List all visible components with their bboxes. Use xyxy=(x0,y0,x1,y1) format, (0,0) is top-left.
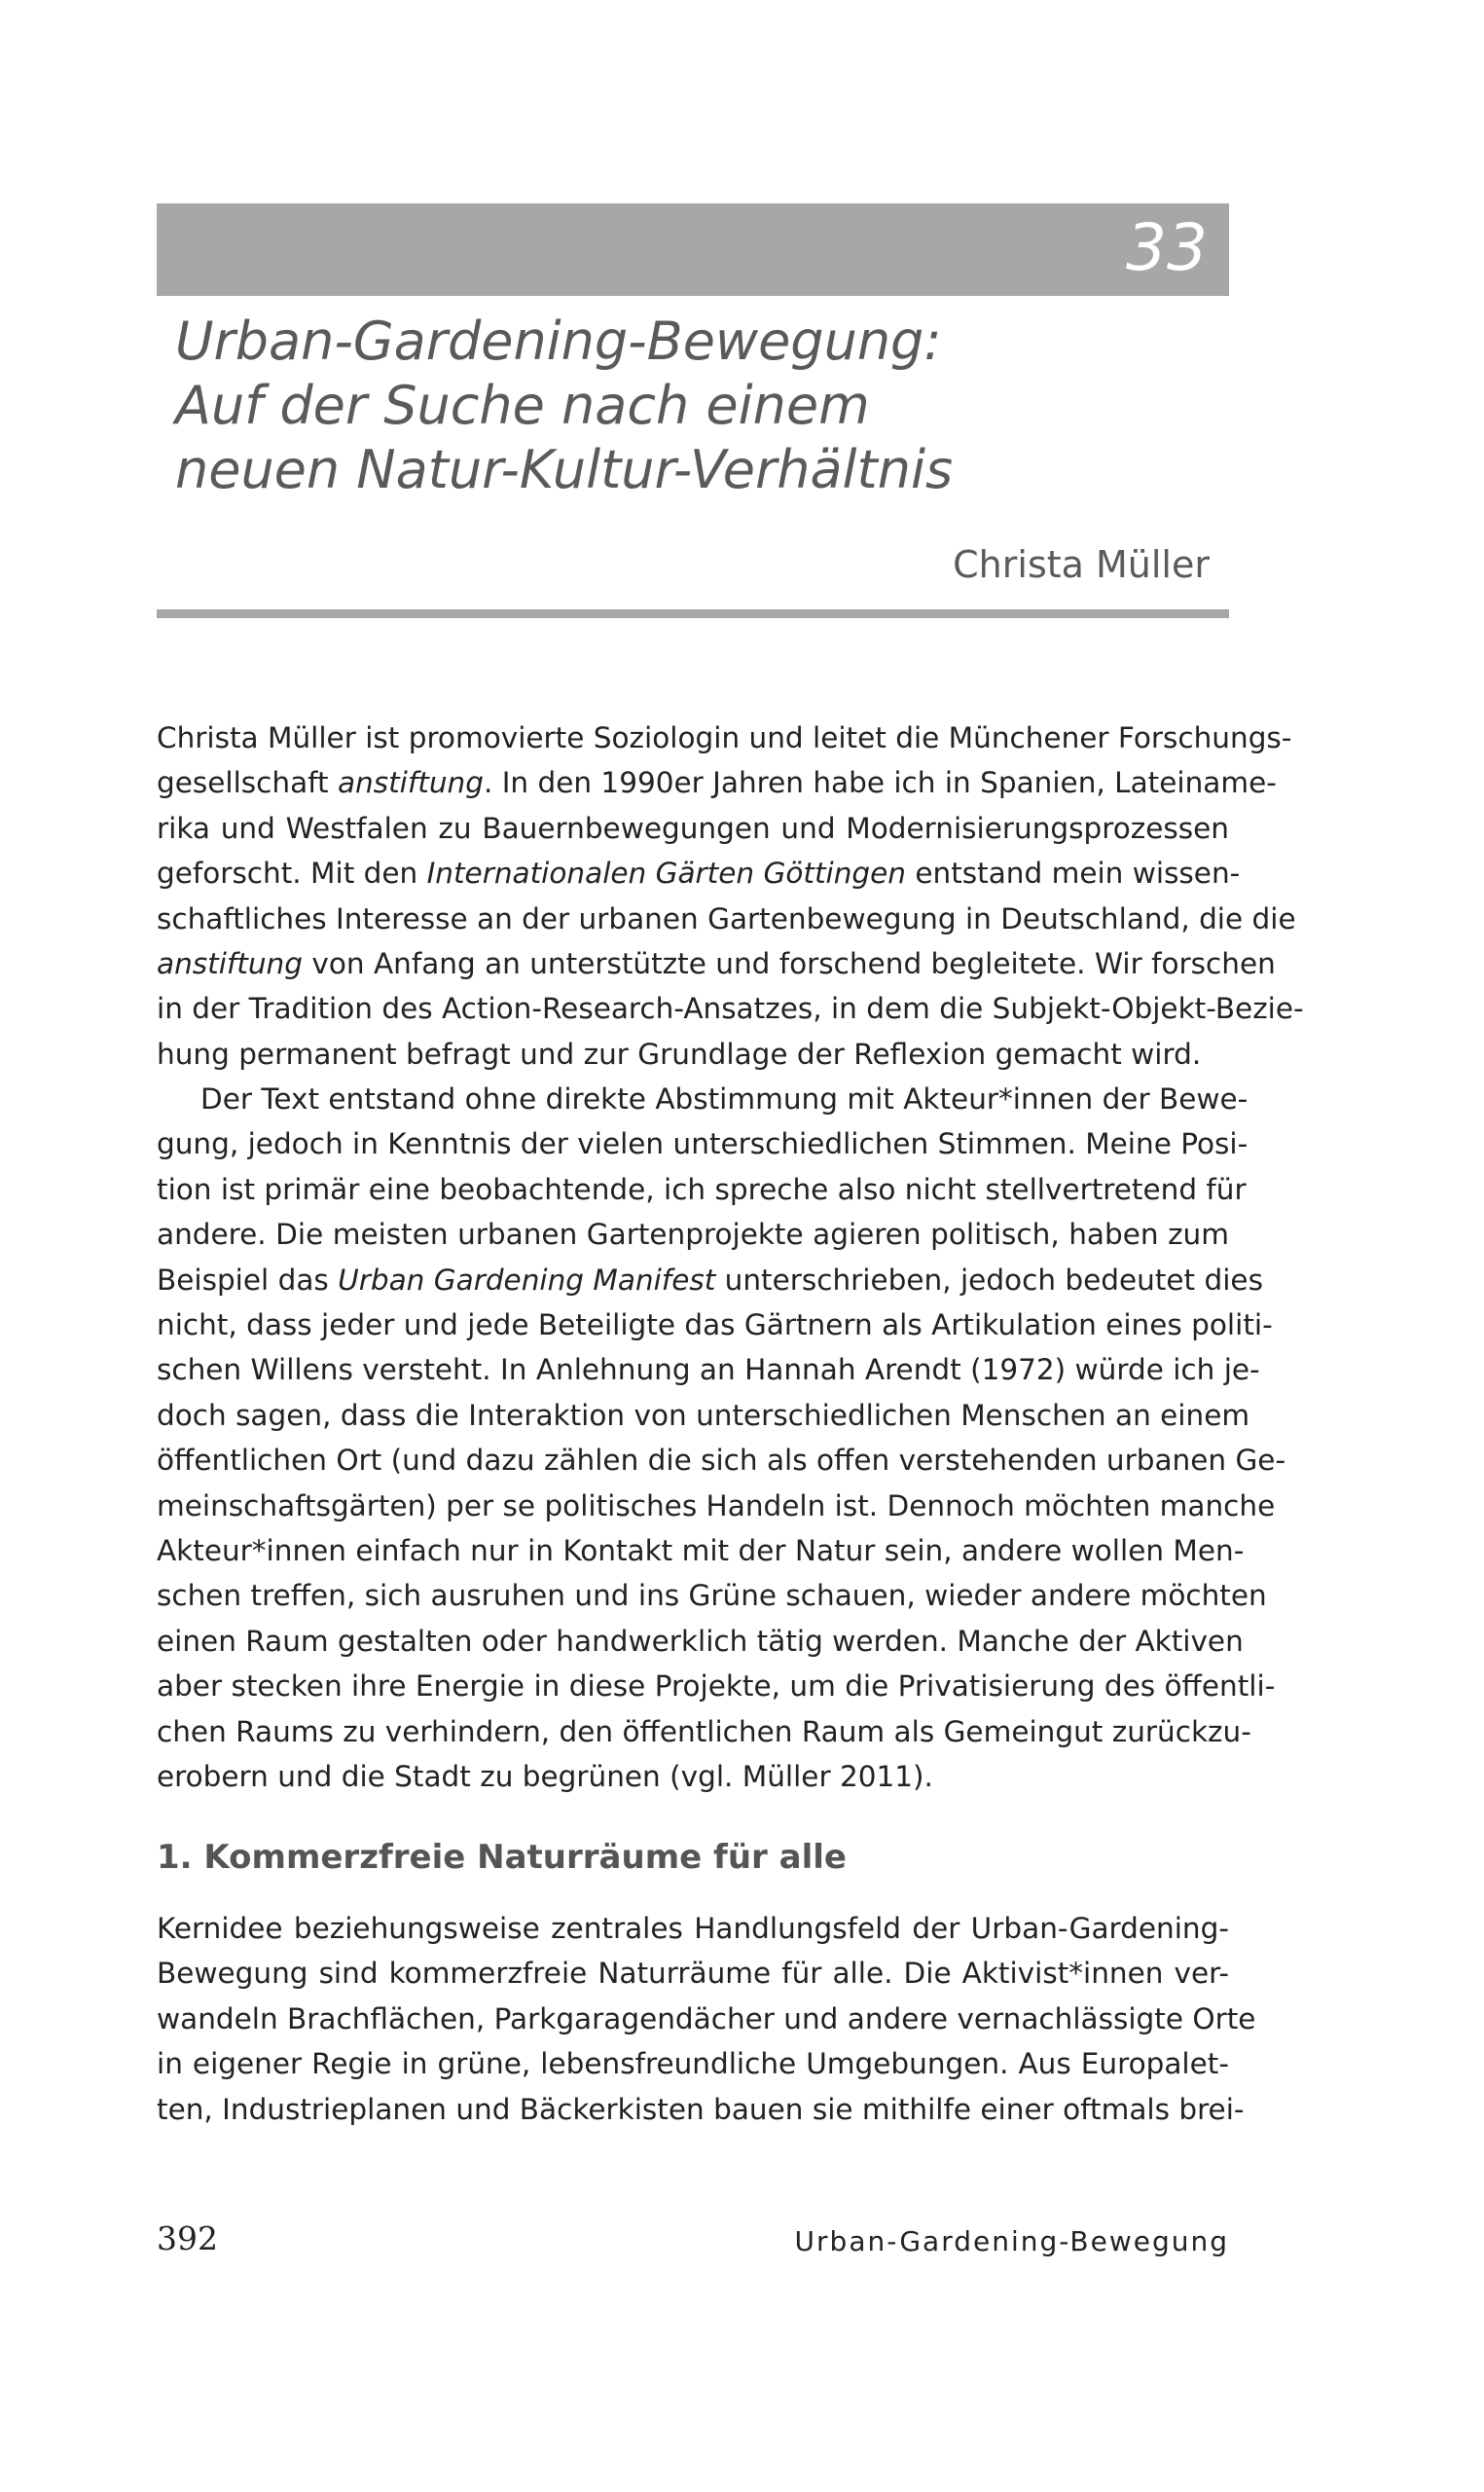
running-title: Urban-Gardening-Bewegung xyxy=(794,2225,1229,2257)
body-paragraph xyxy=(157,1077,1286,1800)
text-line: andere. Die meisten urbanen Gartenprojekte agieren politisch, haben zum xyxy=(157,1218,1229,1252)
text-line: einen Raum gestalten oder handwerklich tätig werden. Manche der Aktiven xyxy=(157,1624,1244,1658)
text-line: aber stecken ihre Energie in diese Projekte, um die Privatisierung des öffentli- xyxy=(157,1669,1276,1704)
chapter-title-line: Auf der Suche nach einem xyxy=(175,375,870,436)
text-line: Kernidee beziehungsweise zentrales Handlungsfeld der Urban-Gardening- xyxy=(157,1912,1229,1945)
text-line: hung permanent befragt und zur Grundlage der Reflexion gemacht wird. xyxy=(157,1037,1202,1071)
text-line: erobern und die Stadt zu begrünen (vgl. Müller 2011). xyxy=(157,1760,933,1794)
text-line: rika und Westfalen zu Bauernbewegungen und Modernisierungsprozessen xyxy=(157,811,1229,845)
text-line: in der Tradition des Action-Research-Ansatzes, in dem die Subjekt-Objekt-Bezie- xyxy=(157,992,1304,1026)
text-line: gung, jedoch in Kenntnis der vielen unterschiedlichen Stimmen. Meine Posi- xyxy=(157,1127,1249,1161)
text-line: Beispiel das Urban Gardening Manifest unterschrieben, jedoch bedeutet dies xyxy=(157,1263,1263,1297)
chapter-title xyxy=(175,310,1207,502)
chapter-title-line: Urban-Gardening-Bewegung: xyxy=(175,311,942,372)
text-line: nicht, dass jeder und jede Beteiligte das Gärtnern als Artikulation eines politi- xyxy=(157,1308,1273,1342)
text-line: wandeln Brachflächen, Parkgaragendächer und andere vernachlässigte Orte xyxy=(157,2001,1256,2035)
text-line: schen treffen, sich ausruhen und ins Grüne schauen, wieder andere möchten xyxy=(157,1579,1267,1613)
text-line: Akteur*innen einfach nur in Kontakt mit der Natur sein, andere wollen Men- xyxy=(157,1534,1245,1568)
text-line: Christa Müller ist promovierte Soziologin und leitet die Münchener Forschungs- xyxy=(157,721,1292,754)
text-line: anstiftung von Anfang an unterstützte und forschend begleitete. Wir forschen xyxy=(157,947,1276,981)
text-line: öffentlichen Ort (und dazu zählen die sich als offen verstehenden urbanen Ge- xyxy=(157,1444,1286,1478)
text-line: Der Text entstand ohne direkte Abstimmung mit Akteur*innen der Bewe- xyxy=(200,1082,1249,1116)
text-line: tion ist primär eine beobachtende, ich spreche also nicht stellvertretend für xyxy=(157,1172,1247,1206)
text-line: schen Willens versteht. In Anlehnung an Hannah Arendt (1972) würde ich je- xyxy=(157,1353,1260,1387)
text-line: geforscht. Mit den Internationalen Gärten Göttingen entstand mein wissen- xyxy=(157,857,1241,891)
text-line: Bewegung sind kommerzfreie Naturräume für alle. Die Aktivist*innen ver- xyxy=(157,1957,1229,1991)
body-paragraph xyxy=(157,1906,1256,2132)
section-heading: 1. Kommerzfreie Naturräume für alle xyxy=(157,1838,847,1877)
text-line: gesellschaft anstiftung. In den 1990er Jahren habe ich in Spanien, Lateiname- xyxy=(157,766,1277,800)
chapter-author: Christa Müller xyxy=(953,543,1210,586)
text-line: chen Raums zu verhindern, den öffentlichen Raum als Gemeingut zurückzu- xyxy=(157,1714,1251,1748)
text-line: in eigener Regie in grüne, lebensfreundliche Umgebungen. Aus Europalet- xyxy=(157,2047,1229,2081)
chapter-title-line: neuen Natur-Kultur-Verhältnis xyxy=(175,439,954,500)
author-divider xyxy=(157,609,1229,618)
text-line: meinschaftsgärten) per se politisches Handeln ist. Dennoch möchten manche xyxy=(157,1488,1276,1522)
page-number: 392 xyxy=(157,2219,218,2257)
chapter-number: 33 xyxy=(1126,210,1208,285)
author-bio-paragraph xyxy=(157,715,1304,1077)
text-line: doch sagen, dass die Interaktion von unterschiedlichen Menschen an einem xyxy=(157,1398,1250,1432)
chapter-number-bar xyxy=(157,203,1229,296)
text-line: schaftliches Interesse an der urbanen Gartenbewegung in Deutschland, die die xyxy=(157,901,1296,935)
text-line: ten, Industrieplanen und Bäckerkisten bauen sie mithilfe einer oftmals brei- xyxy=(157,2092,1245,2126)
